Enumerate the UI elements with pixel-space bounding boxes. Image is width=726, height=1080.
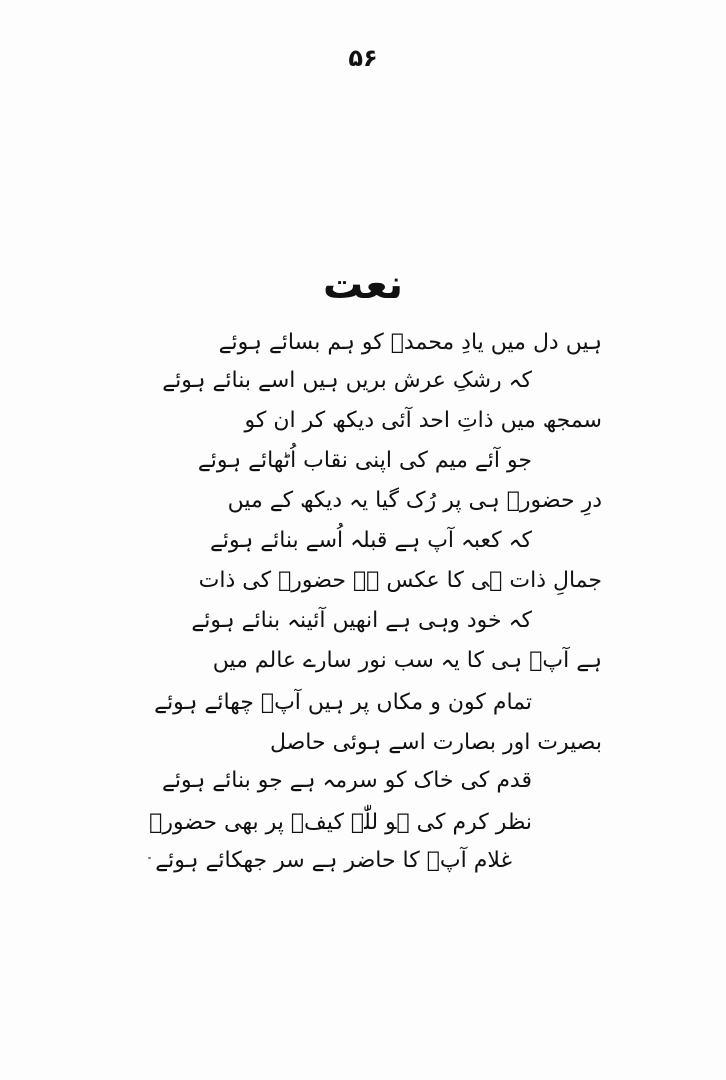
verse-line: درِ حضورؐ ہی پر رُک گیا یہ دیکھ کے میں xyxy=(227,488,602,513)
verse-line: کہ کعبہ آپ ہے قبلہ اُسے بنائے ہوئے xyxy=(209,528,532,553)
verse-line: کہ رشکِ عرش بریں ہیں اسے بنائے ہوئے xyxy=(162,368,532,393)
verse-line: بصیرت اور بصارت اسے ہوئی حاصل xyxy=(269,730,602,755)
verse-line: نظر کرم کی ہو للّٰہ کیفؔ پر بھی حضورؐ xyxy=(149,810,532,835)
verse-line: قدم کی خاک کو سرمہ ہے جو بنائے ہوئے xyxy=(161,768,532,793)
verse-line: ہے آپؐ ہی کا یہ سب نور سارے عالم میں xyxy=(212,648,602,673)
verse-line: سمجھ میں ذاتِ احد آئی دیکھ کر ان کو xyxy=(244,408,602,433)
page-number: ۵۶ xyxy=(348,44,378,72)
verse-line: غلام آپؐ کا حاضر ہے سر جھکائے ہوئے xyxy=(155,848,512,873)
verse-line: جو آئے میم کی اپنی نقاب اُٹھائے ہوئے xyxy=(197,448,532,473)
poem-title: نعت xyxy=(323,262,403,308)
verse-line: کہ خود وہی ہے انھیں آئینہ بنائے ہوئے xyxy=(191,608,532,633)
scan-speck xyxy=(148,857,151,859)
verse-line: ہیں دل میں یادِ محمدؐ کو ہم بسائے ہوئے xyxy=(218,330,602,355)
verse-line: جمالِ ذات ہی کا عکس ہے حضورؐ کی ذات xyxy=(198,568,602,593)
verse-line: تمام کون و مکاں پر ہیں آپؐ چھائے ہوئے xyxy=(154,690,532,715)
